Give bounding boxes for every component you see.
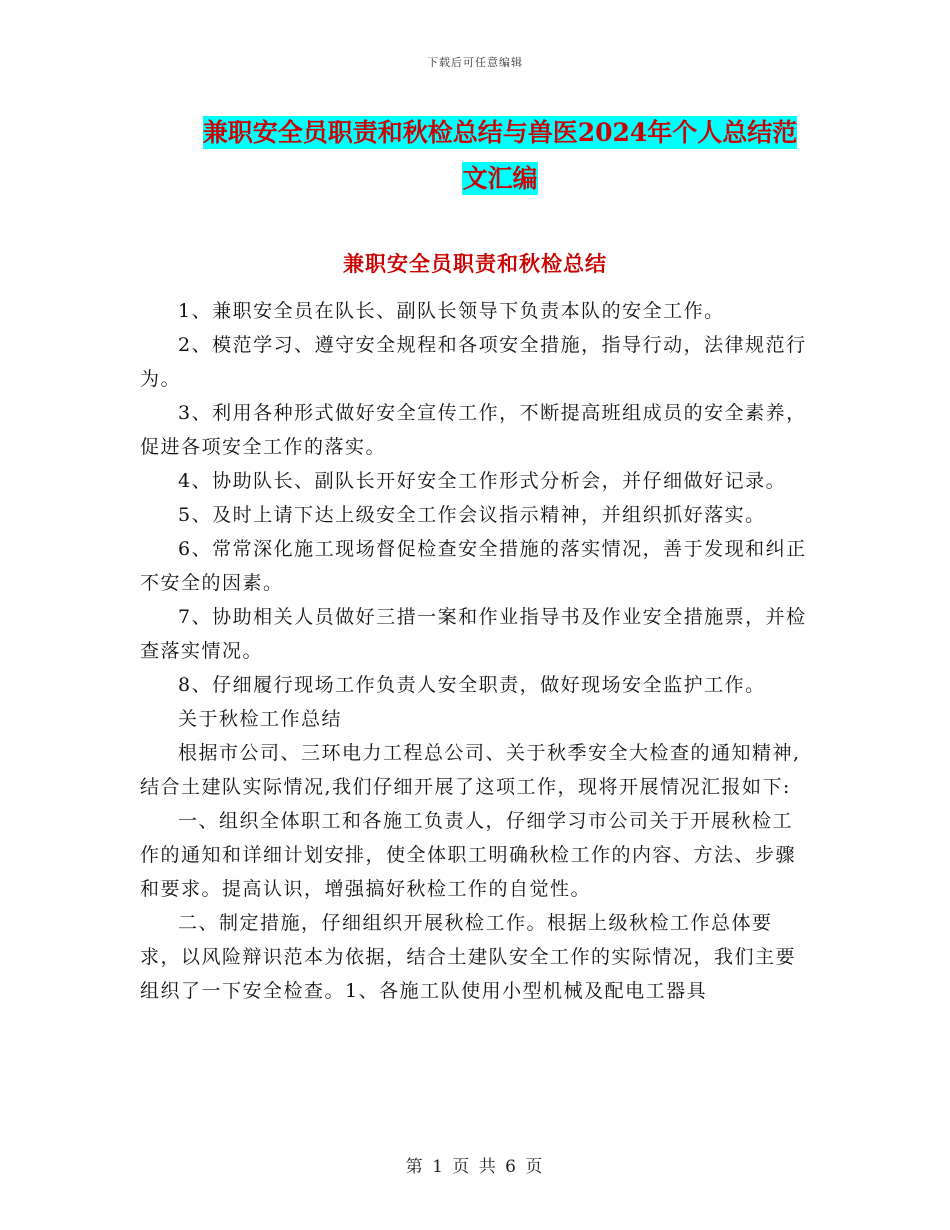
document-title-line-2: 文汇编 [462, 164, 538, 193]
paragraph-duty-5: 5、及时上请下达上级安全工作会议指示精神，并组织抓好落实。 [178, 504, 766, 526]
paragraph-duty-2: 2、模范学习、遵守安全规程和各项安全措施，指导行动，法律规范行为。 [140, 334, 807, 390]
section-title: 兼职安全员职责和秋检总结 [343, 251, 607, 276]
paragraph-point-2: 二、制定措施，仔细组织开展秋检工作。根据上级秋检工作总体要求，以风险辩识范本为依据，结合土建队安全工作的实际情况，我们主要组织了一下安全检查。1、各施工队使用小型机械及配电工器具 [140, 912, 797, 1002]
paragraph-duty-6: 6、常常深化施工现场督促检查安全措施的落实情况，善于发现和纠正不安全的因素。 [140, 538, 807, 594]
document-title-line-1: 兼职安全员职责和秋检总结与兽医2024年个人总结范 [202, 118, 798, 147]
document-title [140, 110, 860, 202]
page-number-footer: 第 1 页 共 6 页 [405, 1157, 545, 1177]
paragraph-duty-4: 4、协助队长、副队长开好安全工作形式分析会，并仔细做好记录。 [178, 470, 787, 492]
paragraph-point-1: 一、组织全体职工和各施工负责人，仔细学习市公司关于开展秋检工作的通知和详细计划安排，使全体职工明确秋检工作的内容、方法、步骤和要求。提高认识，增强搞好秋检工作的自觉性。 [140, 810, 797, 900]
subheading-autumn-inspection: 关于秋检工作总结 [178, 708, 343, 730]
body-text [140, 294, 810, 1008]
header-note: 下载后可任意编辑 [427, 56, 523, 69]
paragraph-intro: 根据市公司、三环电力工程总公司、关于秋季安全大检查的通知精神,结合土建队实际情况,我们仔细开展了这项工作，现将开展情况汇报如下: [140, 742, 801, 798]
paragraph-duty-3: 3、利用各种形式做好安全宣传工作，不断提高班组成员的安全素养，促进各项安全工作的落实。 [140, 402, 807, 458]
paragraph-duty-1: 1、兼职安全员在队长、副队长领导下负责本队的安全工作。 [178, 300, 725, 322]
paragraph-duty-7: 7、协助相关人员做好三措一案和作业指导书及作业安全措施票，并检查落实情况。 [140, 606, 807, 662]
paragraph-duty-8: 8、仔细履行现场工作负责人安全职责，做好现场安全监护工作。 [178, 674, 766, 696]
